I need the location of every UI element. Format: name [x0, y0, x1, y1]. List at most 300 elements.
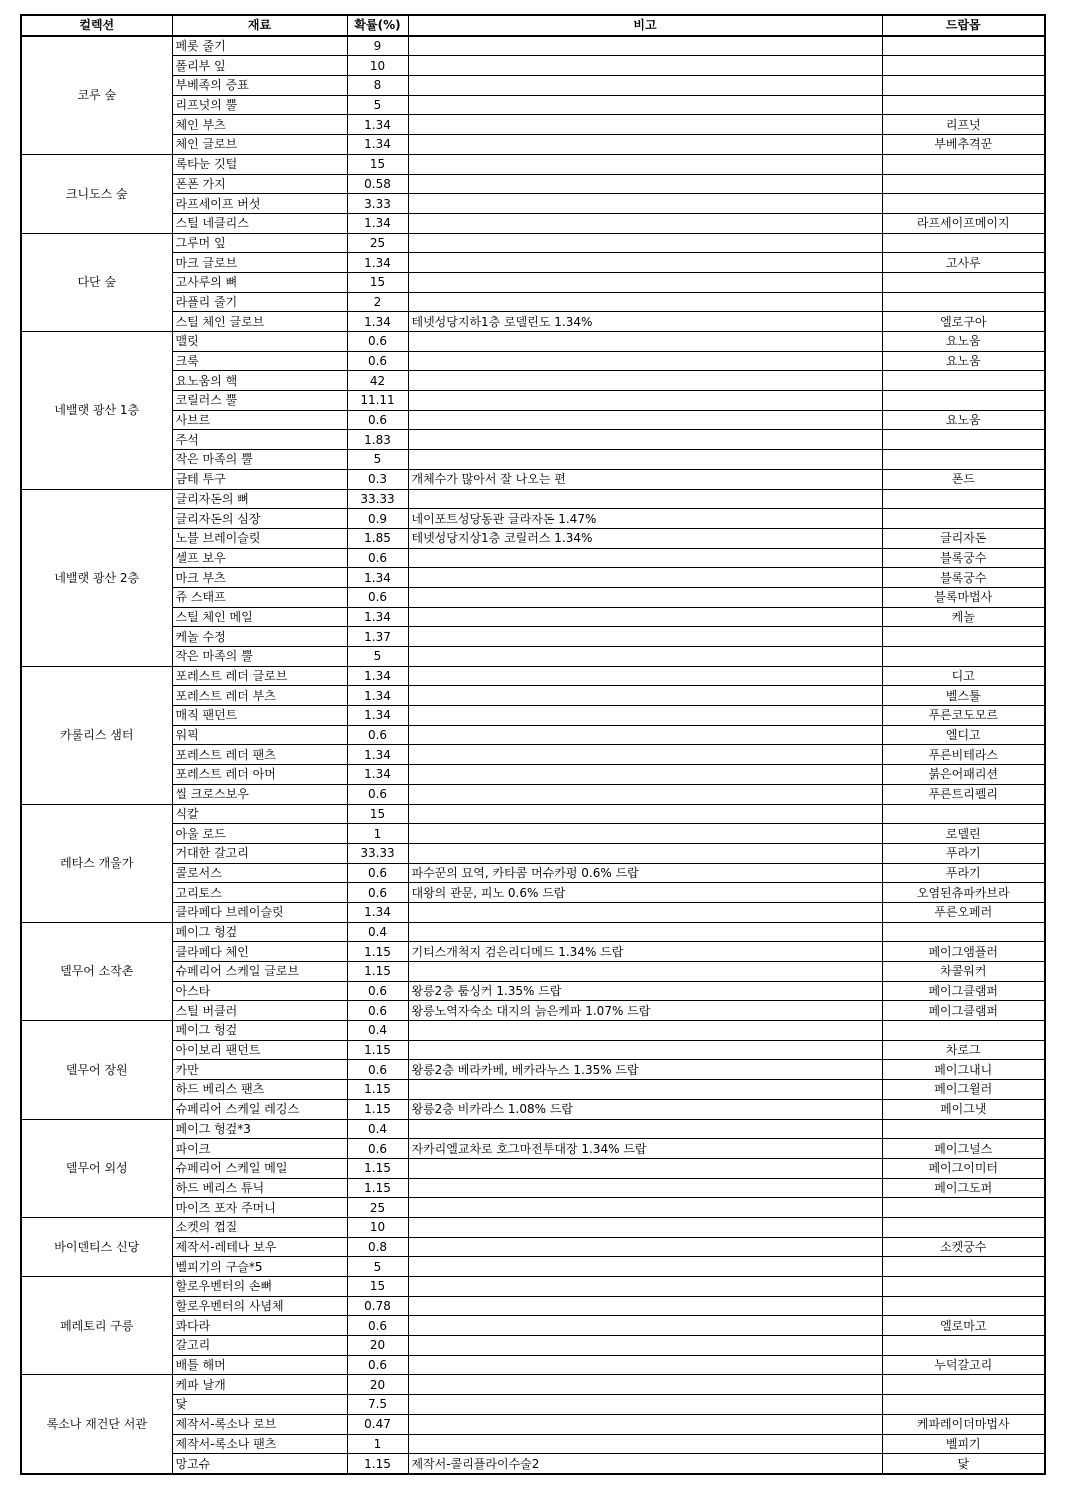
note-cell: [408, 371, 882, 391]
probability-cell: 1.34: [347, 607, 408, 627]
material-cell: 페롯 줄기: [172, 36, 347, 56]
note-cell: [408, 765, 882, 785]
note-cell: [408, 1119, 882, 1139]
probability-cell: 0.6: [347, 332, 408, 352]
collection-name: 델무어 소작촌: [21, 922, 172, 1020]
drop-monster-cell: 엘로구아: [882, 312, 1045, 332]
table-row: [21, 1158, 1045, 1178]
table-row: [21, 666, 1045, 686]
table-row: [21, 56, 1045, 76]
probability-cell: 1.15: [347, 1158, 408, 1178]
material-cell: 라플리 줄기: [172, 292, 347, 312]
probability-cell: 7.5: [347, 1395, 408, 1415]
drop-monster-cell: 푸른코도모르: [882, 706, 1045, 726]
drop-monster-cell: [882, 371, 1045, 391]
material-cell: 망고슈: [172, 1454, 347, 1474]
drop-monster-cell: 페이그윌러: [882, 1080, 1045, 1100]
material-cell: 아이보리 팬던트: [172, 1040, 347, 1060]
probability-cell: 1.34: [347, 253, 408, 273]
probability-cell: 0.78: [347, 1296, 408, 1316]
table-row: [21, 647, 1045, 667]
table-row: [21, 1414, 1045, 1434]
drop-monster-cell: 페이그클램퍼: [882, 981, 1045, 1001]
drop-monster-cell: 엘디고: [882, 725, 1045, 745]
probability-cell: 0.4: [347, 1021, 408, 1041]
probability-cell: 9: [347, 36, 408, 56]
material-cell: 아스타: [172, 981, 347, 1001]
drop-monster-cell: 케놀: [882, 607, 1045, 627]
drop-monster-cell: 오염된츄파카브라: [882, 883, 1045, 903]
table-row: [21, 981, 1045, 1001]
note-cell: [408, 391, 882, 411]
header-probability: 확률(%): [347, 15, 408, 36]
probability-cell: 15: [347, 804, 408, 824]
drop-monster-cell: 차콜워커: [882, 962, 1045, 982]
drop-monster-cell: [882, 154, 1045, 174]
note-cell: [408, 253, 882, 273]
note-cell: 왕릉2층 베라카베, 베카라누스 1.35% 드랍: [408, 1060, 882, 1080]
probability-cell: 0.6: [347, 784, 408, 804]
drop-monster-cell: [882, 430, 1045, 450]
drop-monster-cell: [882, 1395, 1045, 1415]
drop-monster-cell: 리프넛: [882, 115, 1045, 135]
note-cell: [408, 410, 882, 430]
material-cell: 포레스트 레더 글로브: [172, 666, 347, 686]
collection-name: 네밸랫 광산 1층: [21, 332, 172, 490]
table-row: [21, 312, 1045, 332]
drop-monster-cell: [882, 1021, 1045, 1041]
probability-cell: 1.15: [347, 1040, 408, 1060]
note-cell: [408, 745, 882, 765]
note-cell: [408, 627, 882, 647]
table-row: [21, 1040, 1045, 1060]
drop-monster-cell: 폰드: [882, 469, 1045, 489]
drop-monster-cell: [882, 233, 1045, 253]
table-row: [21, 686, 1045, 706]
note-cell: [408, 1277, 882, 1297]
drop-monster-cell: 푸라기: [882, 843, 1045, 863]
collection-table: [20, 14, 1046, 1475]
header-note: 비고: [408, 15, 882, 36]
note-cell: [408, 962, 882, 982]
probability-cell: 0.47: [347, 1414, 408, 1434]
material-cell: 제작서-록소나 로브: [172, 1414, 347, 1434]
drop-monster-cell: 페이그클램퍼: [882, 1001, 1045, 1021]
table-row: [21, 528, 1045, 548]
probability-cell: 0.6: [347, 410, 408, 430]
drop-monster-cell: [882, 95, 1045, 115]
note-cell: [408, 1040, 882, 1060]
table-row: [21, 1139, 1045, 1159]
note-cell: [408, 1355, 882, 1375]
probability-cell: 20: [347, 1336, 408, 1356]
probability-cell: 0.9: [347, 509, 408, 529]
drop-monster-cell: [882, 509, 1045, 529]
table-row: [21, 745, 1045, 765]
note-cell: 자카리엘교차로 호그마전투대장 1.34% 드랍: [408, 1139, 882, 1159]
material-cell: 코릴러스 뿔: [172, 391, 347, 411]
collection-name: 페레토리 구릉: [21, 1277, 172, 1375]
probability-cell: 1: [347, 1434, 408, 1454]
table-row: [21, 450, 1045, 470]
table-row: [21, 587, 1045, 607]
table-row: [21, 1119, 1045, 1139]
probability-cell: 1.34: [347, 765, 408, 785]
table-body: [21, 36, 1045, 1474]
drop-monster-cell: [882, 922, 1045, 942]
note-cell: [408, 1375, 882, 1395]
material-cell: 하드 베리스 팬츠: [172, 1080, 347, 1100]
drop-monster-cell: 블록궁수: [882, 548, 1045, 568]
probability-cell: 1.34: [347, 213, 408, 233]
probability-cell: 1.15: [347, 942, 408, 962]
drop-monster-cell: 붉은어패리션: [882, 765, 1045, 785]
table-row: [21, 843, 1045, 863]
header-drop: 드랍몹: [882, 15, 1045, 36]
table-row: [21, 1395, 1045, 1415]
material-cell: 글리자돈의 뼈: [172, 489, 347, 509]
material-cell: 카만: [172, 1060, 347, 1080]
probability-cell: 1.34: [347, 902, 408, 922]
material-cell: 폴리부 잎: [172, 56, 347, 76]
material-cell: 매직 팬던트: [172, 706, 347, 726]
material-cell: 주석: [172, 430, 347, 450]
table-row: [21, 962, 1045, 982]
probability-cell: 1.34: [347, 115, 408, 135]
material-cell: 고리토스: [172, 883, 347, 903]
note-cell: 테넷성당지하1층 로델린도 1.34%: [408, 312, 882, 332]
note-cell: [408, 1021, 882, 1041]
drop-monster-cell: [882, 647, 1045, 667]
drop-monster-cell: 소켓궁수: [882, 1237, 1045, 1257]
drop-monster-cell: 페이그이미터: [882, 1158, 1045, 1178]
drop-monster-cell: 부베추격꾼: [882, 135, 1045, 155]
material-cell: 할로우벤터의 손뼈: [172, 1277, 347, 1297]
material-cell: 체인 글로브: [172, 135, 347, 155]
material-cell: 케파 날개: [172, 1375, 347, 1395]
probability-cell: 25: [347, 1198, 408, 1218]
material-cell: 닻: [172, 1395, 347, 1415]
note-cell: [408, 154, 882, 174]
probability-cell: 1.83: [347, 430, 408, 450]
table-row: [21, 332, 1045, 352]
probability-cell: 42: [347, 371, 408, 391]
note-cell: [408, 607, 882, 627]
note-cell: [408, 135, 882, 155]
material-cell: 고사루의 뼈: [172, 272, 347, 292]
material-cell: 제작서-록소나 팬츠: [172, 1434, 347, 1454]
material-cell: 작은 마족의 뿔: [172, 450, 347, 470]
probability-cell: 0.6: [347, 725, 408, 745]
probability-cell: 1.15: [347, 962, 408, 982]
note-cell: [408, 213, 882, 233]
drop-monster-cell: 푸라기: [882, 863, 1045, 883]
table-row: [21, 568, 1045, 588]
note-cell: [408, 548, 882, 568]
note-cell: [408, 76, 882, 96]
material-cell: 폰폰 가지: [172, 174, 347, 194]
table-row: [21, 115, 1045, 135]
probability-cell: 10: [347, 56, 408, 76]
material-cell: 갈고리: [172, 1336, 347, 1356]
note-cell: [408, 95, 882, 115]
drop-monster-cell: 로델린: [882, 824, 1045, 844]
table-row: [21, 213, 1045, 233]
drop-monster-cell: 차로그: [882, 1040, 1045, 1060]
collection-name: 바이덴티스 신당: [21, 1217, 172, 1276]
collection-name: 네밸랫 광산 2층: [21, 489, 172, 666]
note-cell: [408, 450, 882, 470]
probability-cell: 33.33: [347, 489, 408, 509]
drop-monster-cell: 글리자돈: [882, 528, 1045, 548]
probability-cell: 2: [347, 292, 408, 312]
table-row: [21, 1316, 1045, 1336]
note-cell: [408, 1434, 882, 1454]
probability-cell: 0.6: [347, 587, 408, 607]
table-row: [21, 725, 1045, 745]
probability-cell: 1.15: [347, 1099, 408, 1119]
drop-monster-cell: [882, 450, 1045, 470]
material-cell: 거대한 갈고리: [172, 843, 347, 863]
probability-cell: 20: [347, 1375, 408, 1395]
table-row: [21, 489, 1045, 509]
material-cell: 콜로서스: [172, 863, 347, 883]
note-cell: [408, 647, 882, 667]
probability-cell: 0.6: [347, 548, 408, 568]
drop-monster-cell: [882, 391, 1045, 411]
drop-monster-cell: 요노움: [882, 410, 1045, 430]
probability-cell: 5: [347, 1257, 408, 1277]
table-row: [21, 1375, 1045, 1395]
table-row: [21, 902, 1045, 922]
probability-cell: 1.34: [347, 745, 408, 765]
probability-cell: 5: [347, 647, 408, 667]
material-cell: 포레스트 레더 팬츠: [172, 745, 347, 765]
table-row: [21, 1178, 1045, 1198]
probability-cell: 0.6: [347, 1316, 408, 1336]
probability-cell: 0.4: [347, 922, 408, 942]
material-cell: 포레스트 레더 부츠: [172, 686, 347, 706]
probability-cell: 0.6: [347, 883, 408, 903]
probability-cell: 1.15: [347, 1454, 408, 1474]
note-cell: [408, 292, 882, 312]
table-row: [21, 706, 1045, 726]
table-row: [21, 351, 1045, 371]
note-cell: 테넷성당지상1층 코릴러스 1.34%: [408, 528, 882, 548]
table-row: [21, 607, 1045, 627]
table-row: [21, 1277, 1045, 1297]
table-row: [21, 76, 1045, 96]
note-cell: [408, 1296, 882, 1316]
note-cell: [408, 489, 882, 509]
table-row: [21, 135, 1045, 155]
drop-monster-cell: 닻: [882, 1454, 1045, 1474]
note-cell: [408, 804, 882, 824]
table-row: [21, 292, 1045, 312]
note-cell: [408, 351, 882, 371]
material-cell: 클라페다 체인: [172, 942, 347, 962]
drop-monster-cell: [882, 1198, 1045, 1218]
note-cell: [408, 666, 882, 686]
material-cell: 스틸 버클러: [172, 1001, 347, 1021]
material-cell: 크룩: [172, 351, 347, 371]
material-cell: 페이그 헝겊: [172, 922, 347, 942]
material-cell: 콰다라: [172, 1316, 347, 1336]
note-cell: [408, 1414, 882, 1434]
note-cell: [408, 36, 882, 56]
collection-name: 코루 숲: [21, 36, 172, 155]
note-cell: [408, 233, 882, 253]
drop-monster-cell: 케파레이더마법사: [882, 1414, 1045, 1434]
note-cell: [408, 272, 882, 292]
drop-monster-cell: 블록마법사: [882, 587, 1045, 607]
material-cell: 파이크: [172, 1139, 347, 1159]
table-row: [21, 1355, 1045, 1375]
probability-cell: 1.15: [347, 1178, 408, 1198]
material-cell: 셀프 보우: [172, 548, 347, 568]
drop-monster-cell: [882, 1217, 1045, 1237]
collection-name: 록소나 재건단 서관: [21, 1375, 172, 1474]
drop-monster-cell: 페이그내니: [882, 1060, 1045, 1080]
material-cell: 맬릿: [172, 332, 347, 352]
table-row: [21, 1099, 1045, 1119]
material-cell: 페이그 헝겊*3: [172, 1119, 347, 1139]
table-row: [21, 36, 1045, 56]
note-cell: [408, 706, 882, 726]
note-cell: [408, 824, 882, 844]
material-cell: 리프넛의 뿔: [172, 95, 347, 115]
table-row: [21, 469, 1045, 489]
probability-cell: 5: [347, 95, 408, 115]
probability-cell: 15: [347, 272, 408, 292]
table-row: [21, 804, 1045, 824]
probability-cell: 0.4: [347, 1119, 408, 1139]
note-cell: 왕릉2층 툼싱커 1.35% 드랍: [408, 981, 882, 1001]
table-row: [21, 1001, 1045, 1021]
drop-monster-cell: 디고: [882, 666, 1045, 686]
header-material: 재료: [172, 15, 347, 36]
drop-monster-cell: [882, 174, 1045, 194]
material-cell: 금테 투구: [172, 469, 347, 489]
material-cell: 마크 글로브: [172, 253, 347, 273]
drop-monster-cell: [882, 76, 1045, 96]
probability-cell: 0.6: [347, 863, 408, 883]
probability-cell: 33.33: [347, 843, 408, 863]
probability-cell: 0.6: [347, 1355, 408, 1375]
table-row: [21, 410, 1045, 430]
note-cell: [408, 1158, 882, 1178]
table-row: [21, 1454, 1045, 1474]
probability-cell: 0.6: [347, 351, 408, 371]
note-cell: [408, 725, 882, 745]
drop-monster-cell: 엘로마고: [882, 1316, 1045, 1336]
material-cell: 하드 베리스 튜닉: [172, 1178, 347, 1198]
material-cell: 포레스트 레더 아머: [172, 765, 347, 785]
note-cell: [408, 430, 882, 450]
drop-monster-cell: [882, 292, 1045, 312]
probability-cell: 11.11: [347, 391, 408, 411]
probability-cell: 15: [347, 1277, 408, 1297]
material-cell: 부베족의 증표: [172, 76, 347, 96]
table-row: [21, 1198, 1045, 1218]
material-cell: 슈페리어 스케일 메일: [172, 1158, 347, 1178]
drop-monster-cell: [882, 489, 1045, 509]
probability-cell: 10: [347, 1217, 408, 1237]
table-row: [21, 371, 1045, 391]
probability-cell: 0.6: [347, 1001, 408, 1021]
note-cell: 왕릉노역자숙소 대지의 늙은케파 1.07% 드랍: [408, 1001, 882, 1021]
note-cell: [408, 843, 882, 863]
table-row: [21, 233, 1045, 253]
drop-monster-cell: [882, 1336, 1045, 1356]
table-row: [21, 391, 1045, 411]
drop-monster-cell: [882, 804, 1045, 824]
material-cell: 스틸 체인 글로브: [172, 312, 347, 332]
drop-monster-cell: 요노움: [882, 332, 1045, 352]
note-cell: 파수꾼의 묘역, 카타콤 머슈카펑 0.6% 드랍: [408, 863, 882, 883]
material-cell: 식칼: [172, 804, 347, 824]
probability-cell: 15: [347, 154, 408, 174]
material-cell: 체인 부츠: [172, 115, 347, 135]
probability-cell: 1.34: [347, 135, 408, 155]
material-cell: 마이즈 포자 주머니: [172, 1198, 347, 1218]
drop-monster-cell: 푸른비테라스: [882, 745, 1045, 765]
note-cell: [408, 115, 882, 135]
table-row: [21, 922, 1045, 942]
material-cell: 스틸 체인 메일: [172, 607, 347, 627]
table-row: [21, 548, 1045, 568]
note-cell: [408, 568, 882, 588]
note-cell: [408, 1237, 882, 1257]
collection-name: 크니도스 숲: [21, 154, 172, 233]
table-row: [21, 942, 1045, 962]
material-cell: 워픽: [172, 725, 347, 745]
note-cell: [408, 1257, 882, 1277]
note-cell: 기티스개척지 검은리디메드 1.34% 드랍: [408, 942, 882, 962]
material-cell: 마크 부츠: [172, 568, 347, 588]
material-cell: 글리자돈의 심장: [172, 509, 347, 529]
table-row: [21, 95, 1045, 115]
drop-monster-cell: 페이그냇: [882, 1099, 1045, 1119]
material-cell: 그루머 잎: [172, 233, 347, 253]
material-cell: 배틀 해머: [172, 1355, 347, 1375]
drop-monster-cell: [882, 1119, 1045, 1139]
table-row: [21, 1336, 1045, 1356]
collection-name: 델무어 외성: [21, 1119, 172, 1217]
material-cell: 사브르: [172, 410, 347, 430]
material-cell: 아울 로드: [172, 824, 347, 844]
material-cell: 페이그 헝겊: [172, 1021, 347, 1041]
note-cell: [408, 1198, 882, 1218]
probability-cell: 1: [347, 824, 408, 844]
material-cell: 케놀 수정: [172, 627, 347, 647]
collection-name: 카룰리스 샘터: [21, 666, 172, 804]
collection-name: 다단 숲: [21, 233, 172, 331]
note-cell: 왕릉2층 비카라스 1.08% 드랍: [408, 1099, 882, 1119]
drop-monster-cell: 고사루: [882, 253, 1045, 273]
material-cell: 할로우벤터의 사념체: [172, 1296, 347, 1316]
header-row: [21, 15, 1045, 36]
drop-monster-cell: [882, 56, 1045, 76]
table-row: [21, 824, 1045, 844]
table-row: [21, 765, 1045, 785]
material-cell: 씰 크로스보우: [172, 784, 347, 804]
material-cell: 소켓의 껍질: [172, 1217, 347, 1237]
collection-name: 레타스 개울가: [21, 804, 172, 922]
note-cell: [408, 56, 882, 76]
drop-monster-cell: [882, 1296, 1045, 1316]
drop-monster-cell: 블록궁수: [882, 568, 1045, 588]
